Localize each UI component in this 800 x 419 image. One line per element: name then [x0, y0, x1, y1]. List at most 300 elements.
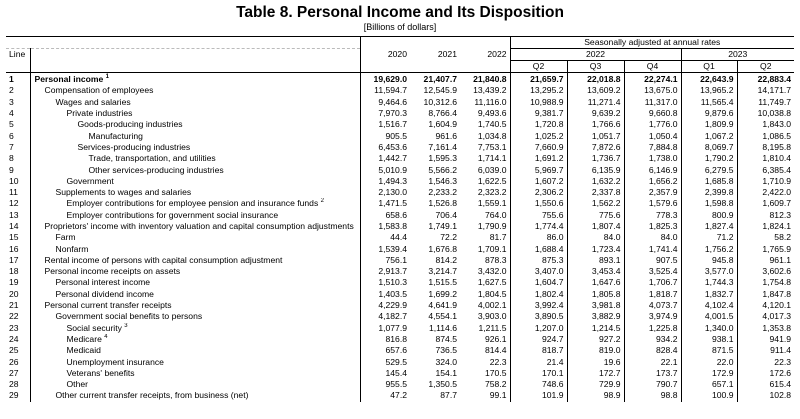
row-value: 800.9 [681, 210, 737, 221]
row-label: Proprietors' income with inventory valuation and capital consumption adjustments [44, 221, 354, 231]
row-line-number: 10 [6, 176, 30, 187]
row-value: 10,988.9 [510, 97, 567, 108]
row-label-cell [30, 153, 360, 164]
row-label-cell [30, 198, 360, 209]
row-value: 1,609.7 [737, 198, 794, 209]
row-value: 1,211.5 [478, 322, 507, 333]
row-value: 924.7 [510, 334, 567, 345]
row-value: 3,577.0 [681, 266, 737, 277]
row-label: Services-producing industries [77, 141, 191, 152]
row-line-number: 20 [6, 289, 30, 300]
row-value: 658.6 [360, 210, 410, 221]
row-label: Other [66, 379, 88, 390]
table-row [6, 176, 794, 187]
row-value: 22,018.8 [567, 73, 624, 86]
row-value: 1,340.0 [681, 323, 737, 334]
row-value: 1,744.3 [681, 277, 737, 288]
footnote-marker: 4 [104, 334, 108, 341]
row-value: 874.5 [435, 333, 457, 344]
row-value: 7,753.1 [477, 141, 507, 152]
row-label: Medicaid [66, 345, 101, 356]
row-value: 3,890.5 [510, 311, 567, 322]
row-line-number: 17 [6, 255, 30, 266]
row-label-cell [30, 142, 360, 153]
row-value: 1,790.9 [477, 221, 507, 231]
row-value: 1,709.1 [477, 243, 507, 254]
row-line-number: 26 [6, 356, 30, 367]
row-value: 1,494.3 [360, 176, 410, 187]
row-label: Private industries [66, 108, 133, 119]
table-row [6, 130, 794, 141]
row-label: Wages and salaries [55, 96, 131, 107]
row-value: 905.5 [360, 130, 410, 141]
table-subtitle: [Billions of dollars] [363, 22, 437, 32]
row-value: 755.6 [510, 210, 567, 221]
row-value: 1,516.7 [360, 119, 410, 130]
row-line-number: 1 [6, 73, 30, 86]
row-value: 706.4 [435, 209, 457, 220]
row-value: 1,685.8 [681, 176, 737, 187]
row-value: 1,583.8 [360, 221, 410, 232]
row-value: 170.1 [510, 368, 567, 379]
row-value: 4,017.3 [737, 311, 794, 322]
row-value: 9,464.6 [360, 97, 410, 108]
row-value: 170.5 [485, 367, 507, 378]
row-value: 8,195.8 [737, 142, 794, 153]
row-value: 1,526.8 [428, 198, 457, 209]
row-value: 9,879.6 [681, 108, 737, 119]
row-value: 1,598.8 [681, 198, 737, 209]
year-header-2022: 2022 [487, 49, 507, 59]
row-label-cell [30, 210, 360, 221]
footnote-marker: 2 [320, 198, 324, 205]
table-row [6, 221, 794, 232]
row-value: 8,766.4 [428, 108, 457, 119]
row-value: 102.8 [737, 390, 794, 401]
row-label: Personal income receipts on assets [44, 266, 181, 277]
row-value: 9,639.2 [567, 108, 624, 119]
row-label-cell [30, 221, 360, 232]
row-value: 172.9 [681, 368, 737, 379]
row-value: 1,207.0 [510, 323, 567, 334]
row-value: 84.0 [567, 232, 624, 243]
row-label-cell [30, 243, 360, 254]
row-value: 13,295.2 [510, 85, 567, 96]
table-row [6, 379, 794, 390]
row-value: 729.9 [567, 379, 624, 390]
row-value: 1,656.2 [624, 176, 681, 187]
table-row [6, 390, 794, 401]
row-value: 7,884.8 [624, 142, 681, 153]
row-value: 86.0 [510, 232, 567, 243]
row-value: 19.6 [567, 356, 624, 367]
row-label-cell [30, 277, 360, 288]
row-value: 21,840.8 [473, 74, 507, 85]
row-label: Personal current transfer receipts [44, 300, 172, 311]
row-value: 945.8 [681, 255, 737, 266]
row-value: 3,992.4 [510, 300, 567, 311]
table-row [6, 323, 794, 334]
row-line-number: 28 [6, 379, 30, 390]
row-value: 58.2 [737, 232, 794, 243]
row-label-cell [30, 289, 360, 300]
row-label: Unemployment insurance [66, 356, 164, 367]
description-header [30, 49, 360, 61]
row-value: 1,699.2 [428, 288, 457, 299]
row-value: 81.7 [489, 232, 507, 243]
row-value: 1,647.6 [567, 277, 624, 288]
row-value: 1,622.5 [477, 175, 507, 186]
quarter-header-2023-q2: Q2 [737, 61, 794, 73]
table-title: Table 8. Personal Income and Its Disposition [236, 4, 564, 21]
row-label-cell [30, 187, 360, 198]
row-line-number: 22 [6, 311, 30, 322]
row-value: 9,660.8 [624, 108, 681, 119]
row-value: 2,233.2 [428, 187, 457, 198]
row-value: 19,629.0 [360, 73, 410, 86]
row-value: 3,903.0 [477, 311, 507, 322]
row-value: 22,274.1 [624, 73, 681, 86]
row-label: Government [66, 175, 114, 186]
row-label: Supplements to wages and salaries [55, 187, 192, 198]
row-value: 11,116.0 [474, 96, 507, 107]
row-value: 1,471.5 [360, 198, 410, 209]
row-label: Social security [66, 322, 122, 333]
quarter-group-2022: 2022 [510, 49, 681, 61]
quarter-header-2023-q1: Q1 [681, 61, 737, 73]
row-value: 4,102.4 [681, 300, 737, 311]
row-line-number: 8 [6, 153, 30, 164]
footnote-marker: 1 [105, 74, 110, 81]
row-value: 926.1 [485, 333, 507, 344]
row-value: 87.7 [440, 390, 457, 401]
row-value: 7,161.4 [428, 141, 457, 152]
table-row [6, 119, 794, 130]
table-row [6, 345, 794, 356]
seasonal-note: Seasonally adjusted at annual rates [510, 37, 794, 49]
row-value: 4,229.9 [360, 300, 410, 311]
row-value: 324.0 [435, 356, 457, 367]
row-value: 13,965.2 [681, 85, 737, 96]
row-label-cell [30, 97, 360, 108]
row-value: 7,660.9 [510, 142, 567, 153]
line-header: Line [6, 49, 30, 61]
row-label-cell [30, 323, 360, 334]
row-value: 101.9 [510, 390, 567, 401]
row-value: 756.1 [360, 255, 410, 266]
row-value: 5,969.7 [510, 164, 567, 175]
row-value: 961.6 [435, 130, 457, 141]
table-row [6, 142, 794, 153]
row-label: Medicare [66, 333, 102, 344]
row-value: 4,554.1 [428, 311, 457, 322]
row-line-number: 12 [6, 198, 30, 209]
quarter-header-2022-q3: Q3 [567, 61, 624, 73]
row-value: 4,641.9 [428, 300, 457, 311]
row-value: 941.9 [737, 334, 794, 345]
row-value: 8,069.7 [681, 142, 737, 153]
row-value: 13,439.2 [473, 85, 507, 96]
row-label-cell [30, 119, 360, 130]
row-value: 1,546.3 [428, 175, 457, 186]
row-value: 961.1 [737, 255, 794, 266]
row-label-cell [30, 73, 360, 86]
row-value: 1,720.8 [510, 119, 567, 130]
row-value: 1,114.6 [428, 322, 457, 333]
table-container [6, 36, 794, 402]
row-value: 3,525.4 [624, 266, 681, 277]
row-value: 1,802.4 [510, 289, 567, 300]
row-line-number: 3 [6, 97, 30, 108]
row-value: 1,847.8 [737, 289, 794, 300]
table-row [6, 164, 794, 175]
row-value: 790.7 [624, 379, 681, 390]
row-label: Other current transfer receipts, from business (net) [55, 390, 249, 401]
row-value: 9,381.7 [510, 108, 567, 119]
row-value: 10,038.8 [737, 108, 794, 119]
row-value: 6,135.9 [567, 164, 624, 175]
row-value: 1,579.6 [624, 198, 681, 209]
row-value: 21,407.7 [423, 74, 457, 85]
row-value: 814.4 [485, 345, 507, 356]
row-line-number: 25 [6, 345, 30, 356]
row-value: 2,130.0 [360, 187, 410, 198]
row-value: 1,827.4 [681, 221, 737, 232]
row-value: 47.2 [360, 390, 410, 401]
year-header-2020: 2020 [360, 49, 410, 61]
row-value: 934.2 [624, 334, 681, 345]
row-value: 778.3 [624, 210, 681, 221]
row-value: 173.7 [624, 368, 681, 379]
row-label: Employer contributions for government social insurance [66, 209, 279, 220]
row-value: 6,453.6 [360, 142, 410, 153]
table-row [6, 311, 794, 322]
table-row [6, 334, 794, 345]
row-value: 99.1 [489, 390, 507, 401]
row-value: 1,754.8 [737, 277, 794, 288]
row-value: 3,981.8 [567, 300, 624, 311]
row-value: 1,034.8 [477, 130, 507, 141]
row-label-cell [30, 390, 360, 401]
row-value: 22.0 [681, 356, 737, 367]
row-value: 1,214.5 [567, 323, 624, 334]
year-header-2021: 2021 [437, 49, 457, 59]
row-value: 818.7 [510, 345, 567, 356]
row-label-cell [30, 266, 360, 277]
row-label-cell [30, 379, 360, 390]
row-line-number: 18 [6, 266, 30, 277]
row-value: 1,756.2 [681, 243, 737, 254]
row-value: 4,001.5 [681, 311, 737, 322]
table-row [6, 210, 794, 221]
row-value: 875.3 [510, 255, 567, 266]
row-value: 1,595.3 [428, 153, 457, 164]
row-value: 819.0 [567, 345, 624, 356]
row-line-number: 15 [6, 232, 30, 243]
quarter-header-2022-q4: Q4 [624, 61, 681, 73]
row-value: 828.4 [624, 345, 681, 356]
row-value: 11,594.7 [360, 85, 410, 96]
table-row [6, 255, 794, 266]
row-value: 1,077.9 [360, 323, 410, 334]
row-value: 1,706.7 [624, 277, 681, 288]
table-row [6, 277, 794, 288]
annual-spacer [460, 61, 510, 73]
row-value: 3,882.9 [567, 311, 624, 322]
annual-spacer [410, 61, 460, 73]
row-value: 1,688.4 [510, 243, 567, 254]
row-value: 1,353.8 [737, 323, 794, 334]
row-label-cell [30, 108, 360, 119]
annual-spacer [360, 61, 410, 73]
row-value: 893.1 [567, 255, 624, 266]
row-value: 1,604.7 [510, 277, 567, 288]
table-row [6, 108, 794, 119]
row-label: Personal dividend income [55, 288, 154, 299]
row-label-cell [30, 300, 360, 311]
table-row [6, 289, 794, 300]
row-value: 1,765.9 [737, 243, 794, 254]
row-value: 145.4 [360, 368, 410, 379]
row-line-number: 6 [6, 130, 30, 141]
row-line-number: 2 [6, 85, 30, 96]
row-value: 1,442.7 [360, 153, 410, 164]
row-value: 4,073.7 [624, 300, 681, 311]
row-value: 1,774.4 [510, 221, 567, 232]
row-value: 2,323.2 [477, 187, 507, 198]
row-value: 3,602.6 [737, 266, 794, 277]
row-label: Rental income of persons with capital consumption adjustment [44, 254, 283, 265]
row-value: 7,872.6 [567, 142, 624, 153]
row-line-number: 23 [6, 323, 30, 334]
row-value: 1,736.7 [567, 153, 624, 164]
description-header-spacer [30, 61, 360, 73]
row-value: 1,051.7 [567, 130, 624, 141]
row-value: 13,609.2 [567, 85, 624, 96]
table-body [6, 73, 794, 402]
row-value: 3,432.0 [477, 266, 507, 277]
table-row [6, 356, 794, 367]
row-value: 22,883.4 [737, 73, 794, 86]
row-value: 3,974.9 [624, 311, 681, 322]
row-value: 764.0 [485, 209, 507, 220]
row-value: 6,385.4 [737, 164, 794, 175]
row-value: 11,271.4 [567, 97, 624, 108]
table-row [6, 368, 794, 379]
row-value: 4,120.1 [737, 300, 794, 311]
row-value: 98.8 [624, 390, 681, 401]
row-value: 657.1 [681, 379, 737, 390]
row-value: 1,805.8 [567, 289, 624, 300]
row-value: 6,039.0 [477, 164, 507, 175]
row-value: 2,399.8 [681, 187, 737, 198]
row-value: 1,714.1 [477, 153, 507, 164]
row-value: 11,317.0 [624, 97, 681, 108]
row-value: 955.5 [360, 379, 410, 390]
header-spacer [6, 37, 360, 49]
row-value: 1,403.5 [360, 289, 410, 300]
table-row [6, 73, 794, 86]
row-value: 1,510.3 [360, 277, 410, 288]
row-label-cell [30, 176, 360, 187]
row-label-cell [30, 334, 360, 345]
row-value: 44.4 [360, 232, 410, 243]
row-value: 1,824.1 [737, 221, 794, 232]
row-value: 1,738.0 [624, 153, 681, 164]
row-value: 1,810.4 [737, 153, 794, 164]
row-value: 4,002.1 [477, 300, 507, 311]
row-value: 3,214.7 [428, 266, 457, 277]
table-row [6, 85, 794, 96]
row-label-cell [30, 345, 360, 356]
row-value: 1,225.8 [624, 323, 681, 334]
row-value: 1,776.0 [624, 119, 681, 130]
row-value: 1,562.2 [567, 198, 624, 209]
table-row [6, 300, 794, 311]
quarter-header-2022-q2: Q2 [510, 61, 567, 73]
row-value: 5,566.2 [428, 164, 457, 175]
row-label-cell [30, 164, 360, 175]
row-value: 878.3 [485, 254, 507, 265]
row-value: 1,790.2 [681, 153, 737, 164]
table-row [6, 153, 794, 164]
row-value: 775.6 [567, 210, 624, 221]
row-line-number: 27 [6, 368, 30, 379]
row-value: 615.4 [737, 379, 794, 390]
row-value: 9,493.6 [477, 108, 507, 119]
row-value: 22,643.9 [681, 73, 737, 86]
row-value: 1,766.6 [567, 119, 624, 130]
table-row [6, 198, 794, 209]
row-label: Goods-producing industries [77, 119, 183, 130]
row-value: 911.4 [737, 345, 794, 356]
row-value: 1,086.5 [737, 130, 794, 141]
row-value: 1,804.5 [477, 288, 507, 299]
row-label: Veterans' benefits [66, 367, 135, 378]
row-value: 1,710.9 [737, 176, 794, 187]
row-value: 14,171.7 [737, 85, 794, 96]
row-value: 2,422.0 [737, 187, 794, 198]
row-value: 748.6 [510, 379, 567, 390]
row-value: 657.6 [360, 345, 410, 356]
row-value: 1,515.5 [428, 277, 457, 288]
row-value: 1,723.4 [567, 243, 624, 254]
row-value: 71.2 [681, 232, 737, 243]
row-value: 1,627.5 [477, 277, 507, 288]
line-header-spacer [6, 61, 30, 73]
row-value: 1,691.2 [510, 153, 567, 164]
row-value: 10,312.6 [423, 96, 457, 107]
row-label: Compensation of employees [44, 85, 154, 96]
row-value: 6,279.5 [681, 164, 737, 175]
personal-income-table [6, 36, 794, 402]
row-value: 72.2 [440, 232, 457, 243]
table-row [6, 266, 794, 277]
row-value: 2,337.8 [567, 187, 624, 198]
row-line-number: 11 [6, 187, 30, 198]
row-value: 2,913.7 [360, 266, 410, 277]
row-value: 21.4 [510, 356, 567, 367]
footnote-marker: 3 [124, 322, 128, 329]
row-value: 1,832.7 [681, 289, 737, 300]
row-value: 1,807.4 [567, 221, 624, 232]
row-label: Government social benefits to persons [55, 311, 203, 322]
row-value: 1,050.4 [624, 130, 681, 141]
quarter-group-2023: 2023 [681, 49, 794, 61]
row-line-number: 16 [6, 243, 30, 254]
row-label: Other services-producing industries [88, 164, 224, 175]
row-label-cell [30, 356, 360, 367]
